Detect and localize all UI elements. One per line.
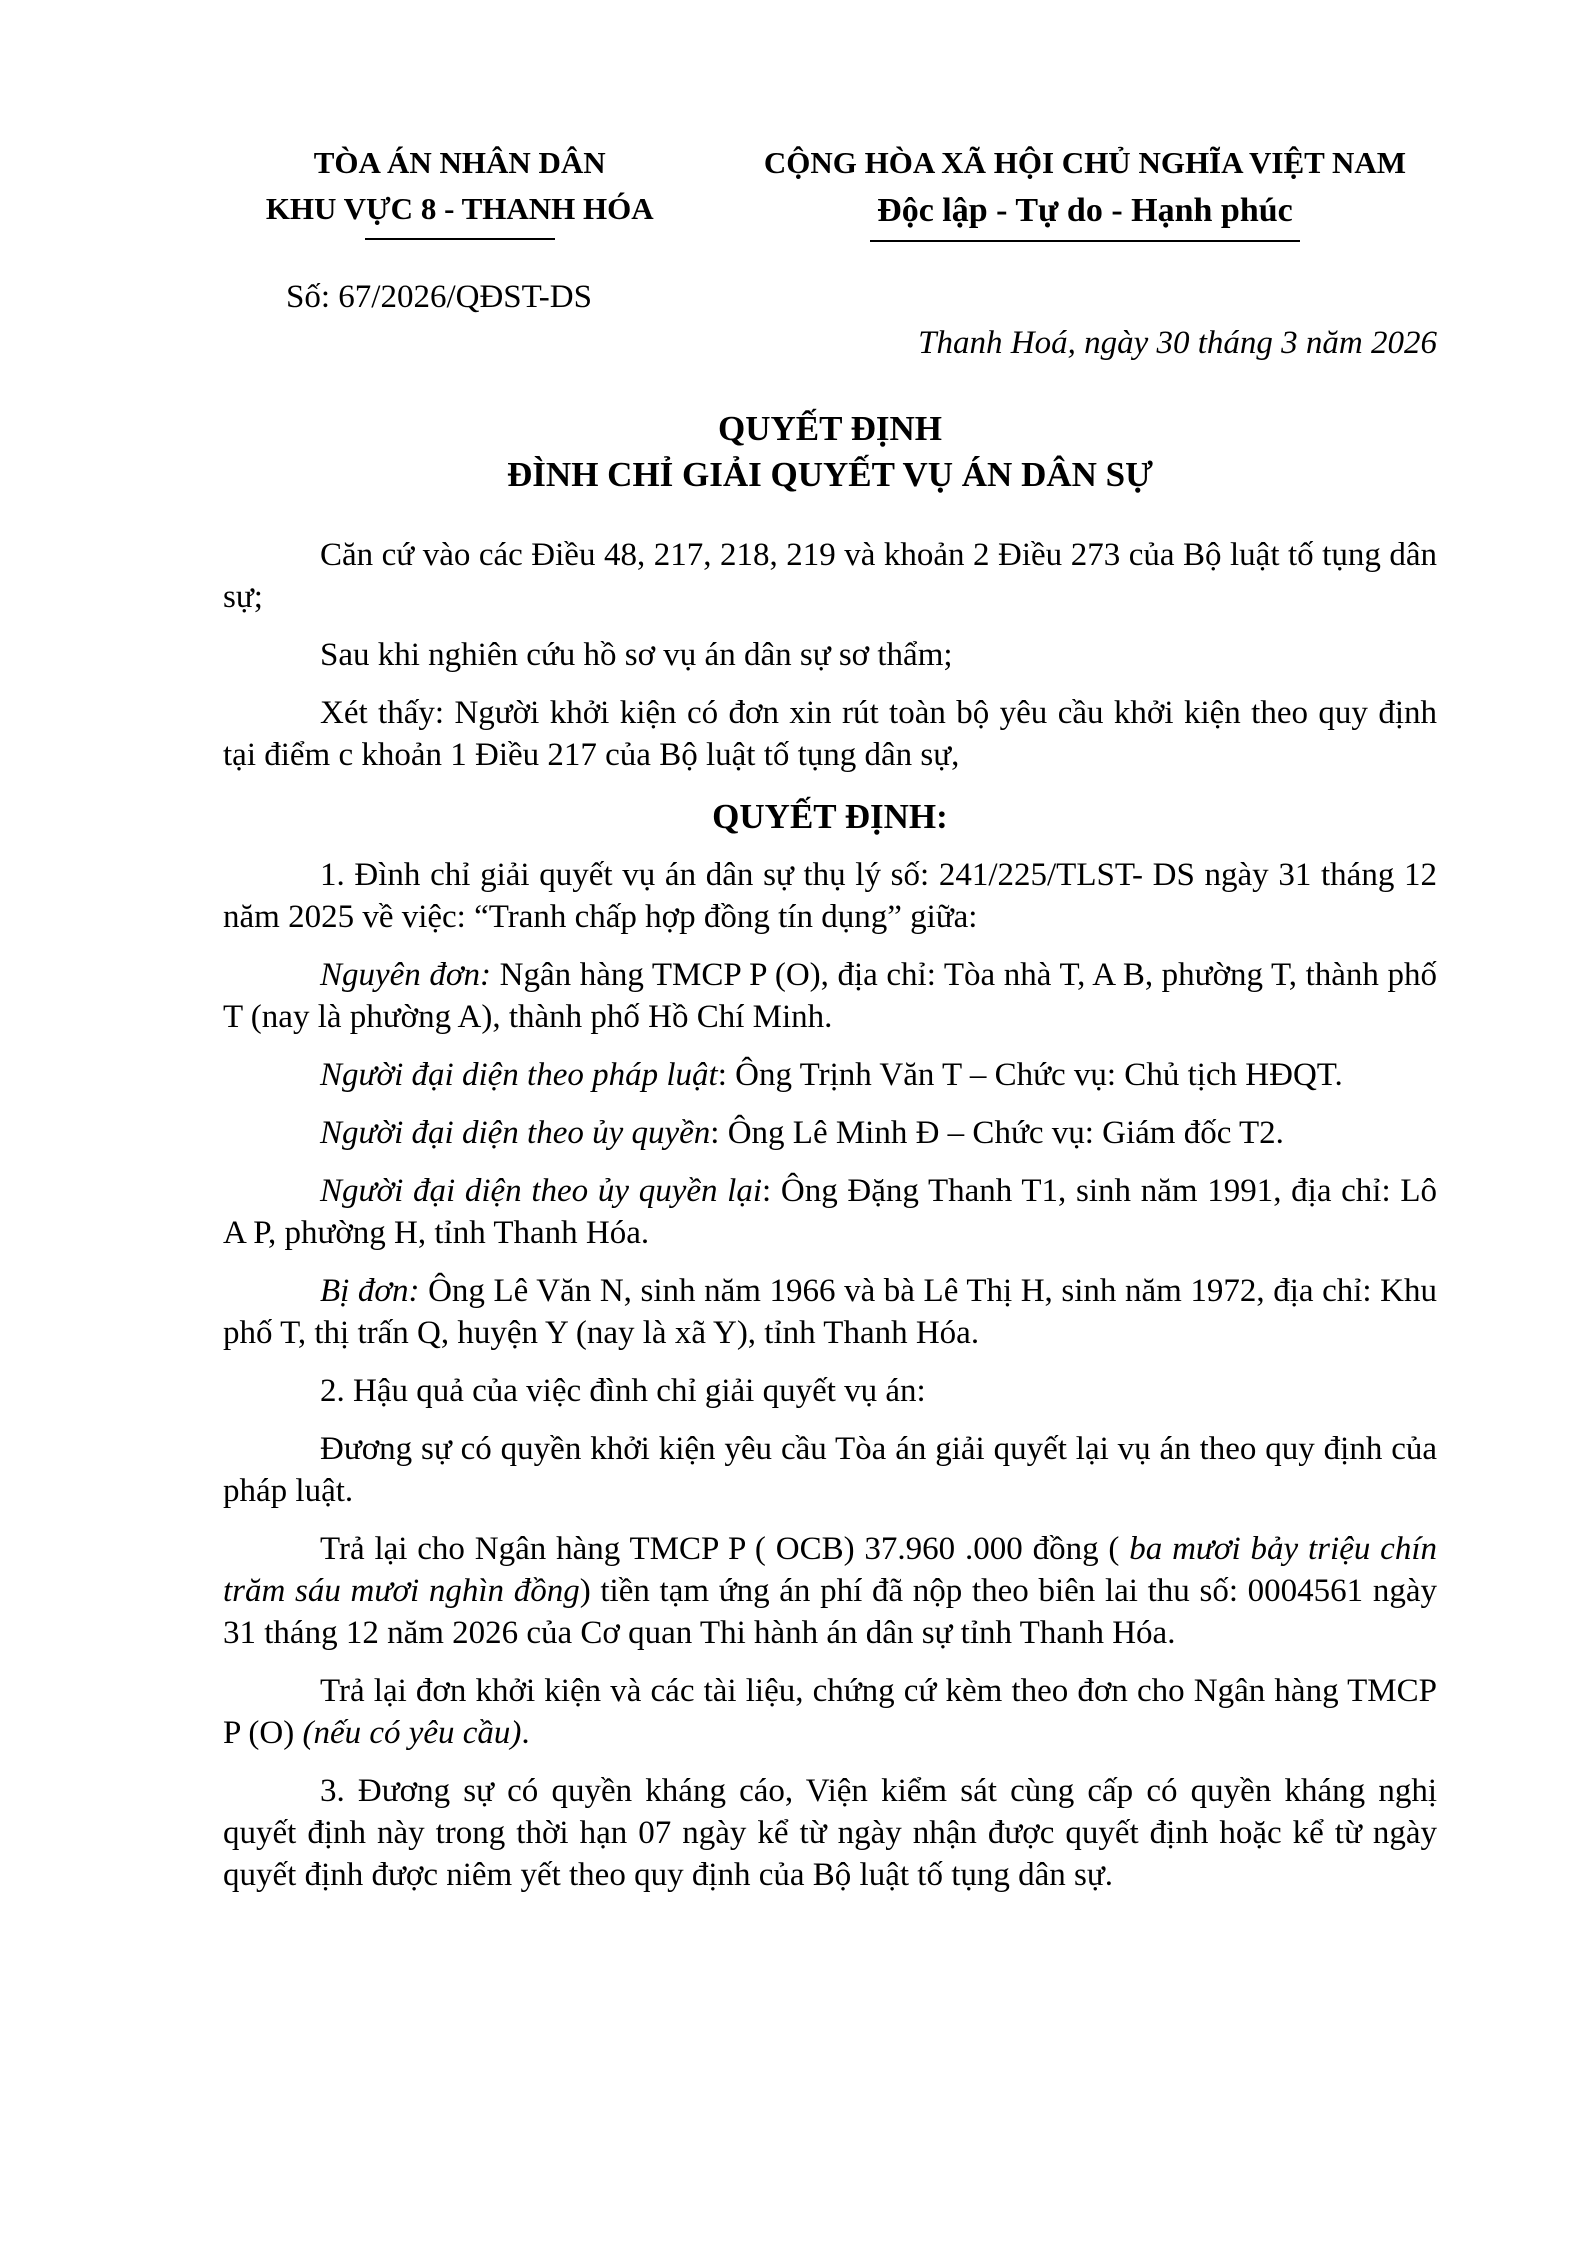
body-paragraph xyxy=(223,1428,1437,1512)
text-run: . xyxy=(521,1715,530,1751)
body-paragraph xyxy=(223,1528,1437,1654)
text-run: ba mươi bảy triệu chín trăm sáu mươi nghìn đồng xyxy=(223,1531,1437,1609)
body-paragraph xyxy=(223,1170,1437,1254)
body-paragraph xyxy=(223,1770,1437,1896)
body-paragraph xyxy=(223,1670,1437,1754)
body-paragraph xyxy=(223,1270,1437,1354)
body-paragraph xyxy=(223,854,1437,938)
text-run: Ngân hàng TMCP P (O), địa chỉ: Tòa nhà T, A B, phường T, thành phố T (nay là phường A), thành phố Hồ Chí Minh. xyxy=(223,957,1438,1035)
text-run: Nguyên đơn: xyxy=(320,957,492,993)
header-left-divider xyxy=(365,238,555,240)
motto-line: Độc lập - Tự do - Hạnh phúc xyxy=(877,192,1293,229)
republic-title: CỘNG HÒA XÃ HỘI CHỦ NGHĨA VIỆT NAM xyxy=(763,145,1407,180)
text-run: : Ông Lê Minh Đ – Chức vụ: Giám đốc T2. xyxy=(710,1115,1284,1151)
text-run: 3. Đương sự có quyền kháng cáo, Viện kiểm sát cùng cấp có quyền kháng nghị quyết định này trong thời hạn 07 ngày kể từ ngày nhận được quyết định hoặc kể từ ngày quyết định được niêm yết theo quy định của Bộ luật tố tụng dân sự. xyxy=(223,1773,1437,1893)
text-run: : Ông Đặng Thanh T1, sinh năm 1991, địa chỉ: Lô A P, phường H, tỉnh Thanh Hóa. xyxy=(223,1173,1437,1251)
document-number: Số: 67/2026/QĐST-DS xyxy=(286,279,592,315)
body-paragraph xyxy=(223,534,1437,618)
text-run: Xét thấy: Người khởi kiện có đơn xin rút toàn bộ yêu cầu khởi kiện theo quy định tại điểm c khoản 1 Điều 217 của Bộ luật tố tụng dân sự, xyxy=(223,695,1437,773)
text-run: Người đại diện theo ủy quyền lại xyxy=(320,1173,763,1209)
text-run: Người đại diện theo ủy quyền xyxy=(320,1115,711,1151)
text-run: 1. Đình chỉ giải quyết vụ án dân sự thụ lý số: 241/225/TLST- DS ngày 31 tháng 12 năm 2025 về việc: “Tranh chấp hợp đồng tín dụng” giữa: xyxy=(223,857,1437,935)
text-run: : Ông Trịnh Văn T – Chức vụ: Chủ tịch HĐQT. xyxy=(717,1057,1343,1093)
decision-title-block xyxy=(223,406,1437,498)
text-run: ) tiền tạm ứng án phí đã nộp theo biên lai thu số: 0004561 ngày 31 tháng 12 năm 2026 của Cơ quan Thi hành án dân sự tỉnh Thanh Hóa. xyxy=(223,1573,1438,1651)
header-right-divider xyxy=(870,240,1300,242)
decision-title: QUYẾT ĐỊNH xyxy=(718,409,942,448)
text-run: Trả lại cho Ngân hàng TMCP P ( OCB) 37.960 .000 đồng ( xyxy=(320,1531,1130,1567)
body-paragraph xyxy=(223,634,1437,676)
text-run: Sau khi nghiên cứu hồ sơ vụ án dân sự sơ thẩm; xyxy=(320,637,953,673)
decision-subtitle: ĐÌNH CHỈ GIẢI QUYẾT VỤ ÁN DÂN SỰ xyxy=(507,455,1153,494)
document-body xyxy=(223,534,1437,1896)
body-paragraph xyxy=(223,1370,1437,1412)
document-meta-row xyxy=(223,276,1437,318)
national-motto-block xyxy=(733,140,1437,242)
text-run: Người đại diện theo pháp luật xyxy=(320,1057,718,1093)
court-name-line2: KHU VỰC 8 - THANH HÓA xyxy=(265,191,654,226)
text-run: Bị đơn: xyxy=(320,1273,420,1309)
court-name-line1: TÒA ÁN NHÂN DÂN xyxy=(313,145,606,180)
text-run: Trả lại đơn khởi kiện và các tài liệu, chứng cứ kèm theo đơn cho Ngân hàng TMCP P (O) xyxy=(223,1673,1437,1751)
body-paragraph xyxy=(223,954,1437,1038)
text-run: 2. Hậu quả của việc đình chỉ giải quyết vụ án: xyxy=(320,1373,926,1409)
body-paragraph xyxy=(223,692,1437,776)
issuing-court-block xyxy=(223,140,696,240)
text-run: Đương sự có quyền khởi kiện yêu cầu Tòa án giải quyết lại vụ án theo quy định của pháp luật. xyxy=(223,1431,1437,1509)
section-heading xyxy=(223,796,1437,838)
document-header xyxy=(223,140,1437,242)
text-run: QUYẾT ĐỊNH: xyxy=(712,797,948,836)
body-paragraph xyxy=(223,1054,1437,1096)
text-run: Căn cứ vào các Điều 48, 217, 218, 219 và khoản 2 Điều 273 của Bộ luật tố tụng dân sự; xyxy=(223,537,1437,615)
text-run: (nếu có yêu cầu) xyxy=(302,1715,522,1751)
body-paragraph xyxy=(223,1112,1437,1154)
text-run: Ông Lê Văn N, sinh năm 1966 và bà Lê Thị H, sinh năm 1972, địa chỉ: Khu phố T, thị trấn Q, huyện Y (nay là xã Y), tỉnh Thanh Hóa. xyxy=(223,1273,1437,1351)
place-date-line: Thanh Hoá, ngày 30 tháng 3 năm 2026 xyxy=(918,325,1437,361)
